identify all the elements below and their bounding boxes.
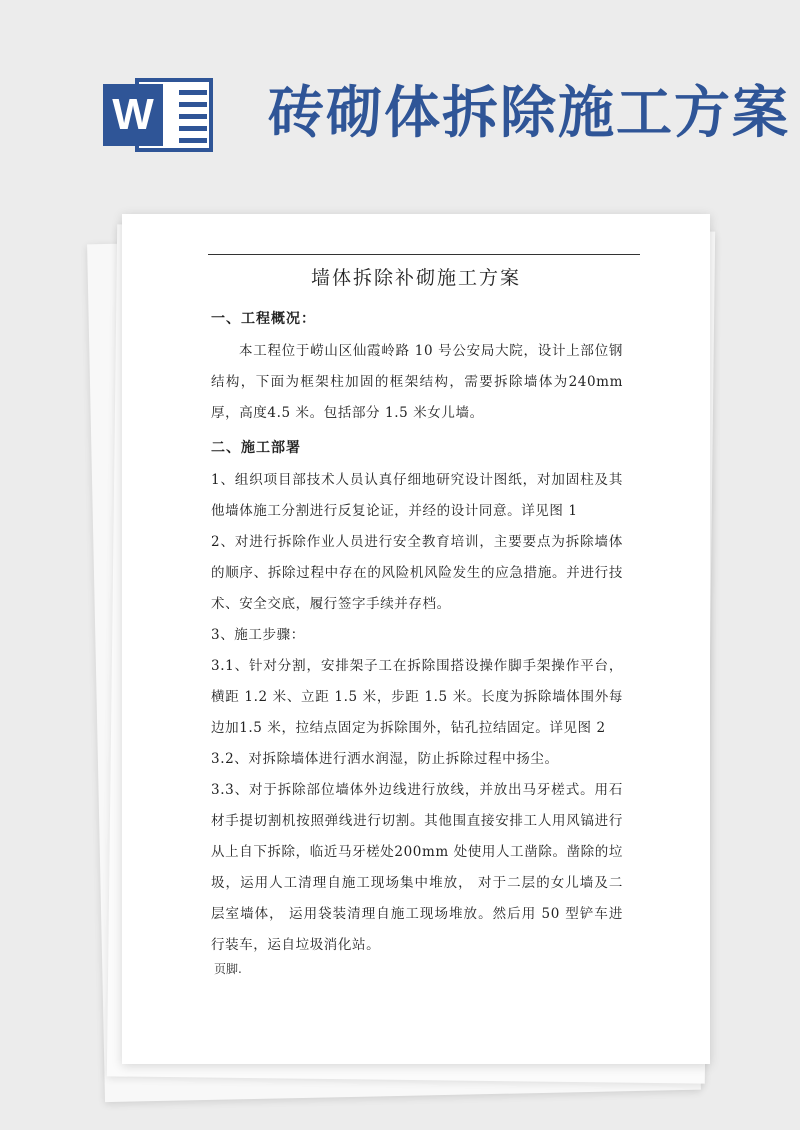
- word-document-icon: [103, 74, 215, 156]
- paragraph: 3.2、对拆除墙体进行洒水润湿，防止拆除过程中扬尘。: [211, 751, 559, 767]
- banner: [0, 0, 800, 200]
- document-page: [122, 214, 710, 1064]
- paragraph: 本工程位于崂山区仙霞岭路 10 号公安局大院，设计上部位钢结构，下面为框架柱加固的框架结构，需要拆除墙体为240mm 厚，高度4.5 米。包括部分 1.5 米女儿墙。: [211, 343, 623, 421]
- header-rule: [208, 254, 640, 255]
- paragraph: 3.1、针对分割，安排架子工在拆除围搭设操作脚手架操作平台，横距 1.2 米、立距 1.5 米，步距 1.5 米。长度为拆除墙体围外每边加1.5 米，拉结点固定为拆除围外，钻孔拉结固定。详见图 2: [211, 658, 623, 736]
- section-heading: 一、工程概况：: [211, 311, 316, 327]
- page-footer: 页脚.: [214, 962, 242, 976]
- document-title: 墙体拆除补砌施工方案: [310, 267, 521, 289]
- paragraph: 1、组织项目部技术人员认真仔细地研究设计图纸，对加固柱及其他墙体施工分割进行反复论证，并经的设计同意。详见图 1: [211, 472, 623, 519]
- section-heading: 二、施工部署: [211, 440, 301, 456]
- paragraph: 2、对进行拆除作业人员进行安全教育培训，主要要点为拆除墙体的顺序、拆除过程中存在的风险机风险发生的应急措施。并进行技术、安全交底，履行签字手续并存档。: [211, 534, 623, 612]
- banner-title: 砖砌体拆除施工方案: [268, 81, 790, 146]
- paragraph: 3.3、对于拆除部位墙体外边线进行放线，并放出马牙槎式。用石材手提切割机按照弹线进行切割。其他围直接安排工人用风镐进行从上自下拆除，临近马牙槎处200mm 处使用人工凿除。凿除的垃圾，运用人工清理自施工现场集中堆放， 对于二层的女儿墙及二层室墙体， 运用袋装清理自施工现场堆放。然后用 50 型铲车进行装车，运自垃圾消化站。: [211, 782, 623, 953]
- document-body: [211, 300, 623, 961]
- paragraph: 3、施工步骤：: [211, 627, 305, 643]
- word-letter-icon: W: [103, 84, 163, 146]
